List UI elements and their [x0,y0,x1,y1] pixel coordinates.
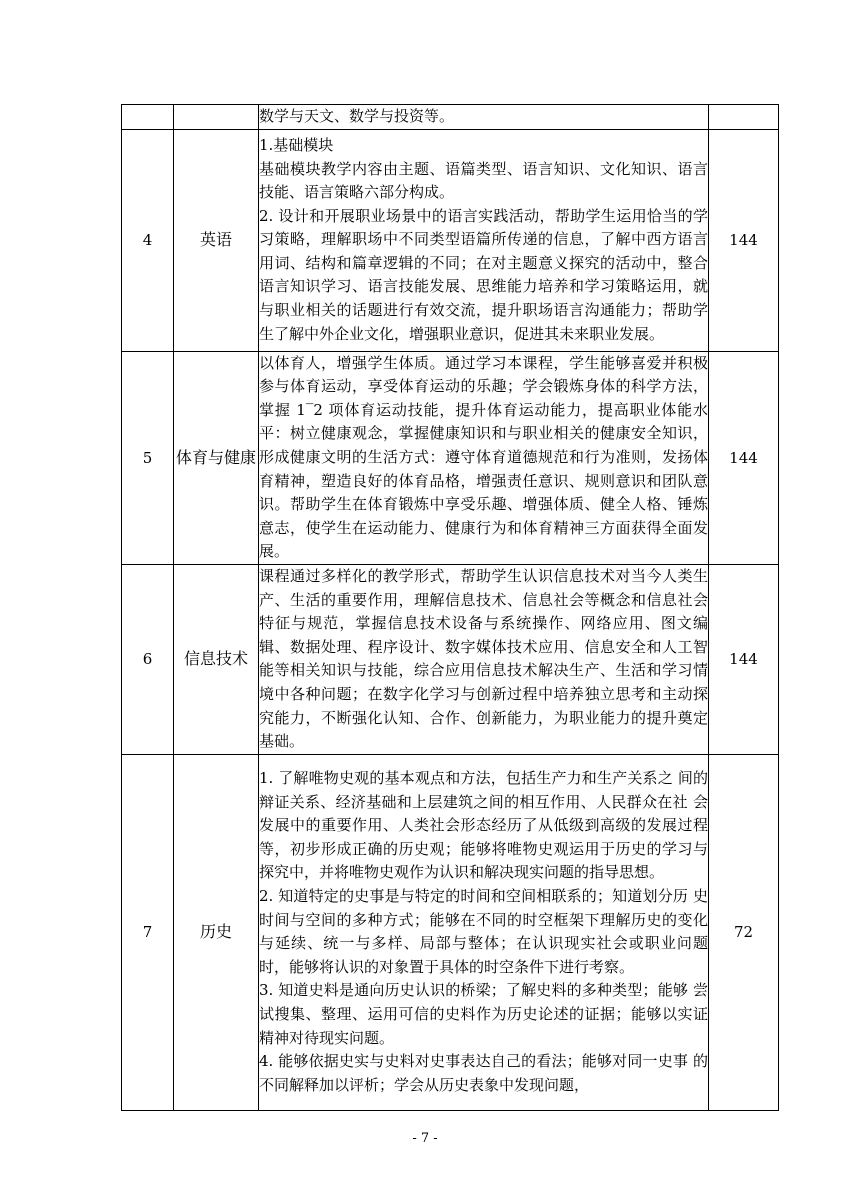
course-name: 信息技术 [174,564,259,754]
course-content [259,754,709,1110]
table-row [122,129,779,351]
row-number: 7 [122,754,174,1110]
content-paragraph: 2. 设计和开展职业场景中的语言实践活动，帮助学生运用恰当的学习策略，理解职场中不同类型语篇所传递的信息，了解中西方语言用词、结构和篇章逻辑的不同；在对主题意义探究的活动中，整合语言知识学习、语言技能发展、思维能力培养和学习策略运用，就与职业相关的话题进行有效交流，提升职场语言沟通能力；帮助学生了解中外企业文化，增强职业意识，促进其未来职业发展。 [259,206,708,343]
content-paragraph: 数学与天文、数学与投资等。 [259,107,455,125]
table-row [122,564,779,754]
course-hours: 144 [709,564,779,754]
row-number: 5 [122,351,174,564]
content-paragraph: 1.基础模块 [259,135,334,154]
row-number [122,105,174,130]
course-content [259,129,709,351]
table-row [122,351,779,564]
course-name: 英语 [174,129,259,351]
table-row [122,754,779,1110]
content-paragraph: 基础模块教学内容由主题、语篇类型、语言知识、文化知识、语言技能、语言策略六部分构成。 [259,159,708,202]
course-name [174,105,259,130]
course-content [259,105,709,130]
row-number: 6 [122,564,174,754]
content-paragraph: 1. 了解唯物史观的基本观点和方法，包括生产力和生产关系之 间的辩证关系、经济基础和上层建筑之间的相互作用、人民群众在社 会发展中的重要作用、人类社会形态经历了从低级到高级的发展过程等，初步形成正确的历史观；能够将唯物史观运用于历史的学习与探究中，并将唯物史观作为认识和解决现实问题的指导思想。 [259,769,708,882]
course-name: 体育与健康 [174,351,259,564]
course-hours: 72 [709,754,779,1110]
row-number: 4 [122,129,174,351]
table-row [122,105,779,130]
content-paragraph: 课程通过多样化的教学形式，帮助学生认识信息技术对当今人类生产、生活的重要作用，理解信息技术、信息社会等概念和信息社会特征与规范，掌握信息技术设备与系统操作、网络应用、图文编辑、数据处理、程序设计、数字媒体技术应用、信息安全和人工智能等相关知识与技能，综合应用信息技术解决生产、生活和学习情境中各种问题；在数字化学习与创新过程中培养独立思考和主动探究能力，不断强化认知、合作、创新能力，为职业能力的提升奠定基础。 [259,566,708,751]
content-paragraph: 以体育人，增强学生体质。通过学习本课程，学生能够喜爱并积极参与体育运动，享受体育运动的乐趣；学会锻炼身体的科学方法，掌握 1‾2 项体育运动技能，提升体育运动能力，提高职业体能水平：树立健康观念，掌握健康知识和与职业相关的健康安全知识，形成健康文明的生活方式：遵守体育道德规范和行为准则，发扬体育精神，塑造良好的体育品格，增强责任意识、规则意识和团队意识。帮助学生在体育锻炼中享受乐趣、增强体质、健全人格、锤炼意志，使学生在运动能力、健康行为和体育精神三方面获得全面发展。 [259,353,708,561]
course-hours: 144 [709,129,779,351]
course-content [259,351,709,564]
content-paragraph: 2. 知道特定的史事是与特定的时间和空间相联系的；知道划分历 史时间与空间的多种方式；能够在不同的时空框架下理解历史的变化与延续、统一与多样、局部与整体；在认识现实社会或职业问题时，能够将认识的对象置于具体的时空条件下进行考察。 [259,887,708,976]
course-hours [709,105,779,130]
course-hours: 144 [709,351,779,564]
content-paragraph: 3. 知道史料是通向历史认识的桥梁；了解史料的多种类型；能够 尝试搜集、整理、运用可信的史料作为历史论述的证据；能够以实证 精神对待现实问题。 [259,981,708,1047]
course-content [259,564,709,754]
curriculum-table [121,104,779,1111]
content-paragraph: 4. 能够依据史实与史料对史事表达自己的看法；能够对同一史事 的不同解释加以评析；学会从历史表象中发现问题， [259,1052,708,1094]
page-number: - 7 - [412,1131,438,1146]
course-name: 历史 [174,754,259,1110]
